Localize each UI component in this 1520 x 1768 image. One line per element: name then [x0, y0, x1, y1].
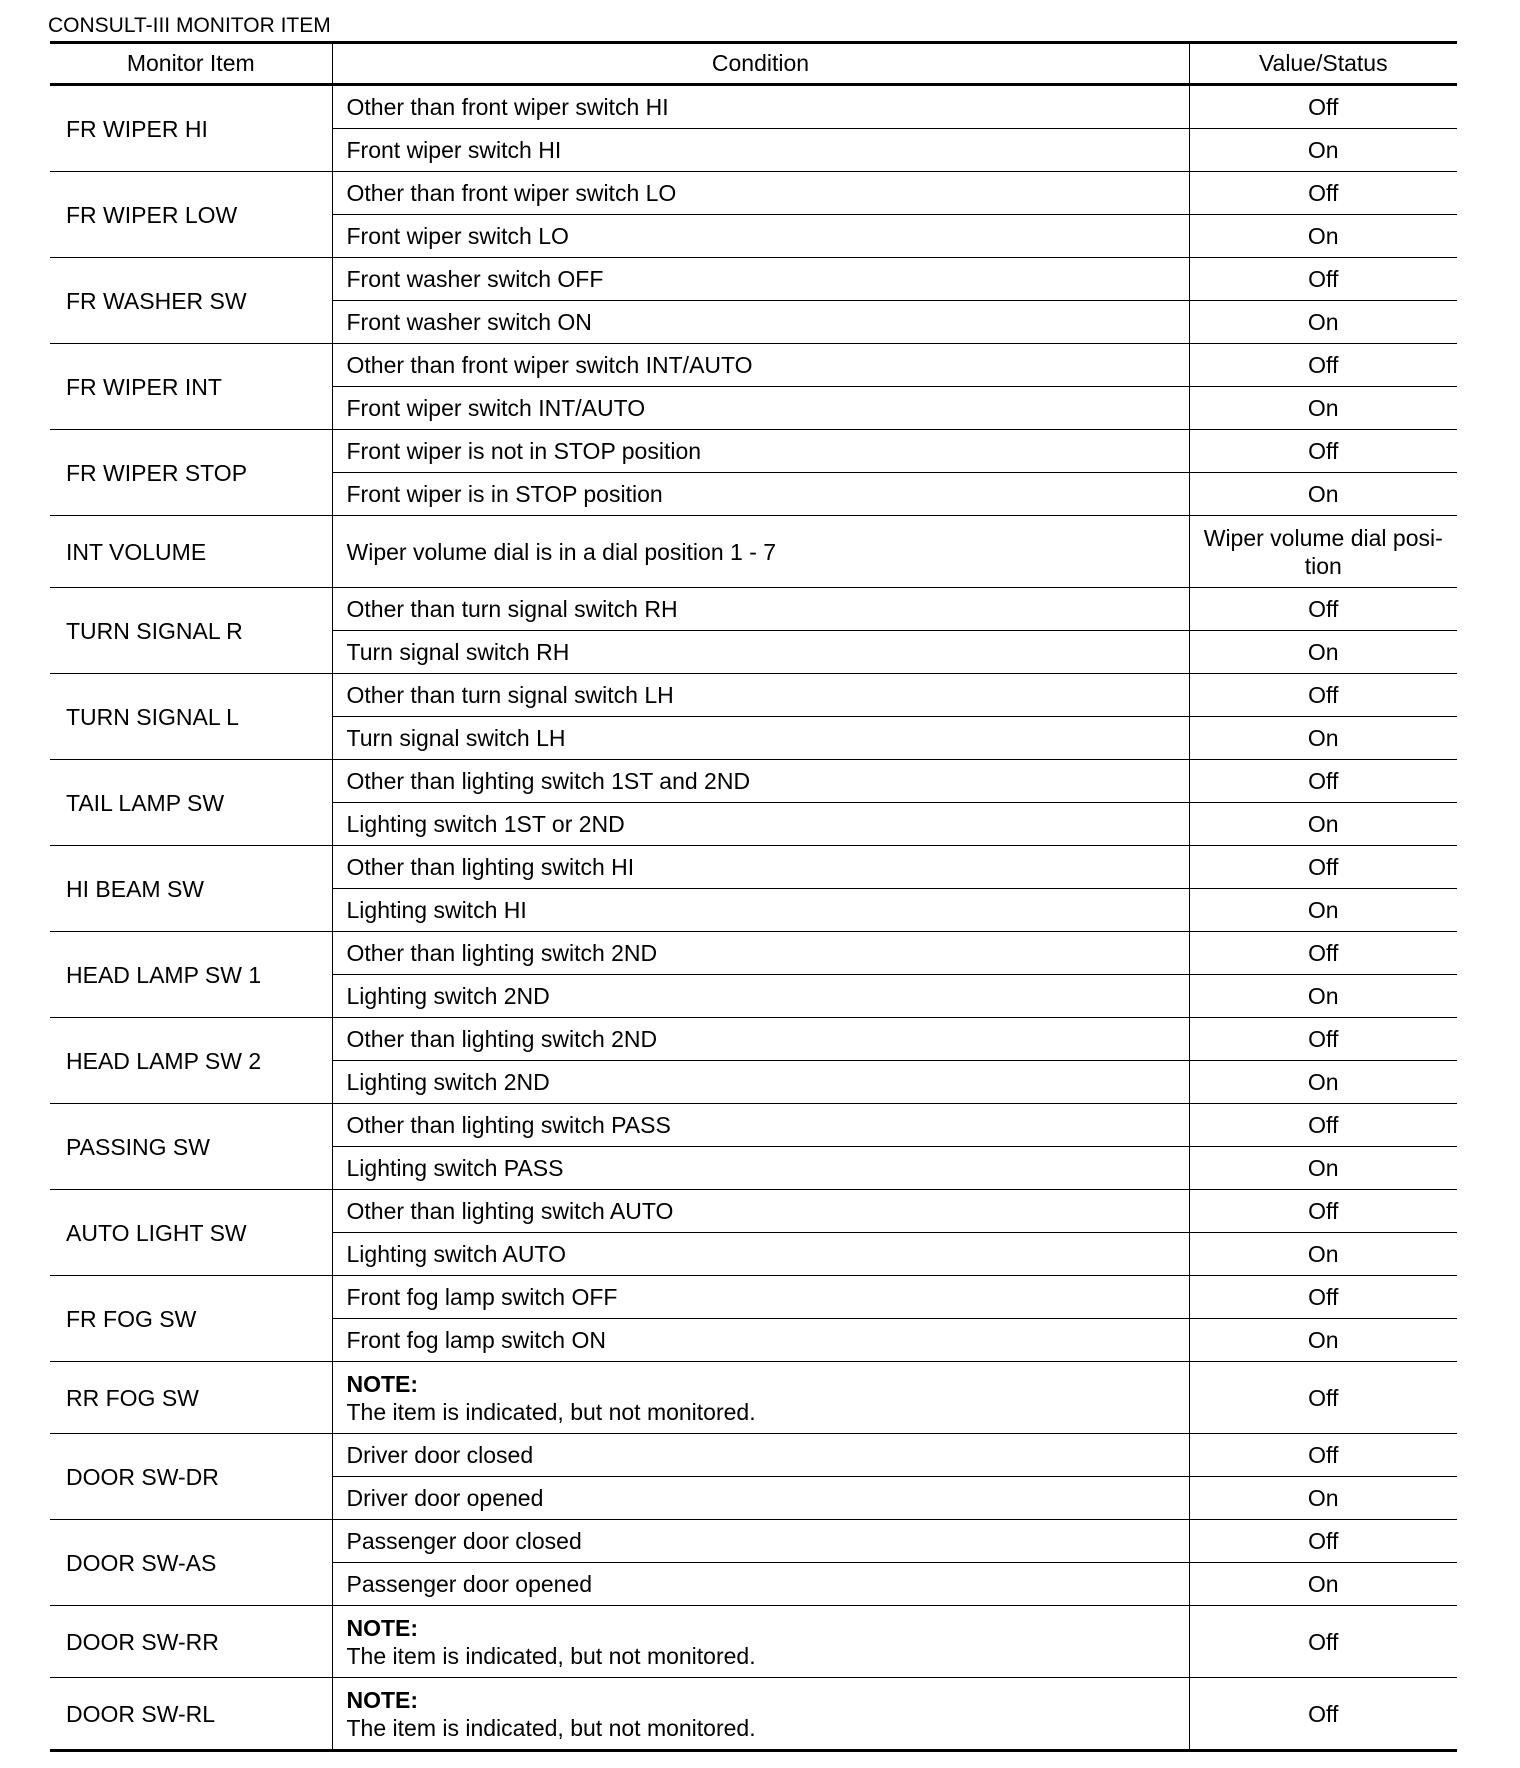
- condition-cell: Wiper volume dial is in a dial position 1 - 7: [332, 516, 1189, 588]
- condition-cell: [332, 1606, 1189, 1678]
- condition-cell: Turn signal switch RH: [332, 631, 1189, 674]
- value-status-cell: On: [1189, 1477, 1457, 1520]
- note-label: NOTE:: [346, 1370, 419, 1397]
- table-row: [50, 258, 1457, 301]
- column-header-value-status: Value/Status: [1189, 43, 1457, 85]
- value-status-cell: On: [1189, 975, 1457, 1018]
- value-status-cell: On: [1189, 631, 1457, 674]
- value-status-cell: On: [1189, 215, 1457, 258]
- value-status-cell: Off: [1189, 258, 1457, 301]
- monitor-item-cell: FR FOG SW: [50, 1276, 332, 1362]
- table-row: [50, 1434, 1457, 1477]
- value-status-cell: Off: [1189, 588, 1457, 631]
- note-label: NOTE:: [346, 1686, 419, 1713]
- condition-cell: Other than lighting switch 2ND: [332, 932, 1189, 975]
- value-status-cell: On: [1189, 1147, 1457, 1190]
- value-status-cell: Off: [1189, 1190, 1457, 1233]
- condition-cell: Other than lighting switch PASS: [332, 1104, 1189, 1147]
- note-text: The item is indicated, but not monitored.: [346, 1642, 756, 1669]
- table-body: [50, 85, 1457, 1751]
- condition-cell: Front fog lamp switch OFF: [332, 1276, 1189, 1319]
- column-header-condition: Condition: [332, 43, 1189, 85]
- condition-cell: Front wiper is in STOP position: [332, 473, 1189, 516]
- monitor-item-cell: TAIL LAMP SW: [50, 760, 332, 846]
- value-status-cell: On: [1189, 1319, 1457, 1362]
- table-row: [50, 85, 1457, 129]
- table-row: [50, 1520, 1457, 1563]
- monitor-item-cell: TURN SIGNAL R: [50, 588, 332, 674]
- value-status-cell: Off: [1189, 85, 1457, 129]
- condition-cell: Lighting switch 1ST or 2ND: [332, 803, 1189, 846]
- condition-cell: Lighting switch PASS: [332, 1147, 1189, 1190]
- condition-cell: Front wiper switch INT/AUTO: [332, 387, 1189, 430]
- table-row: [50, 674, 1457, 717]
- value-status-cell: Wiper volume dial posi-tion: [1189, 516, 1457, 588]
- value-status-cell: On: [1189, 717, 1457, 760]
- table-header-row: [50, 43, 1457, 85]
- value-status-cell: On: [1189, 129, 1457, 172]
- monitor-item-table: [50, 41, 1457, 1752]
- condition-cell: Other than turn signal switch RH: [332, 588, 1189, 631]
- value-status-cell: On: [1189, 387, 1457, 430]
- table-row: [50, 1104, 1457, 1147]
- monitor-item-cell: HI BEAM SW: [50, 846, 332, 932]
- monitor-item-cell: HEAD LAMP SW 2: [50, 1018, 332, 1104]
- table-row: [50, 1362, 1457, 1434]
- value-status-cell: On: [1189, 1563, 1457, 1606]
- condition-cell: Front fog lamp switch ON: [332, 1319, 1189, 1362]
- monitor-item-cell: FR WIPER HI: [50, 85, 332, 172]
- table-row: [50, 430, 1457, 473]
- condition-cell: Turn signal switch LH: [332, 717, 1189, 760]
- monitor-item-cell: FR WIPER STOP: [50, 430, 332, 516]
- condition-cell: Lighting switch 2ND: [332, 1061, 1189, 1104]
- monitor-item-cell: HEAD LAMP SW 1: [50, 932, 332, 1018]
- table-row: [50, 1190, 1457, 1233]
- value-status-cell: Off: [1189, 1678, 1457, 1751]
- value-status-cell: Off: [1189, 1606, 1457, 1678]
- condition-cell: Driver door closed: [332, 1434, 1189, 1477]
- value-status-cell: Off: [1189, 932, 1457, 975]
- condition-cell: Lighting switch 2ND: [332, 975, 1189, 1018]
- condition-cell: Passenger door opened: [332, 1563, 1189, 1606]
- condition-cell: Passenger door closed: [332, 1520, 1189, 1563]
- note-text: The item is indicated, but not monitored.: [346, 1398, 756, 1425]
- condition-cell: Other than turn signal switch LH: [332, 674, 1189, 717]
- condition-cell: Front washer switch OFF: [332, 258, 1189, 301]
- value-status-cell: Off: [1189, 846, 1457, 889]
- value-status-cell: On: [1189, 1233, 1457, 1276]
- value-status-cell: Off: [1189, 1276, 1457, 1319]
- condition-cell: Other than front wiper switch HI: [332, 85, 1189, 129]
- value-status-cell: Off: [1189, 1362, 1457, 1434]
- condition-cell: [332, 1362, 1189, 1434]
- condition-cell: Other than front wiper switch LO: [332, 172, 1189, 215]
- monitor-item-cell: TURN SIGNAL L: [50, 674, 332, 760]
- column-header-monitor-item: Monitor Item: [50, 43, 332, 85]
- table-row: [50, 1678, 1457, 1751]
- table-row: [50, 1606, 1457, 1678]
- condition-cell: Other than front wiper switch INT/AUTO: [332, 344, 1189, 387]
- monitor-item-cell: RR FOG SW: [50, 1362, 332, 1434]
- condition-cell: Lighting switch HI: [332, 889, 1189, 932]
- condition-cell: Front wiper switch LO: [332, 215, 1189, 258]
- value-status-cell: On: [1189, 1061, 1457, 1104]
- monitor-item-cell: AUTO LIGHT SW: [50, 1190, 332, 1276]
- value-status-cell: On: [1189, 473, 1457, 516]
- page-title: CONSULT-III MONITOR ITEM: [48, 14, 331, 37]
- condition-cell: Lighting switch AUTO: [332, 1233, 1189, 1276]
- value-status-cell: On: [1189, 301, 1457, 344]
- value-status-cell: Off: [1189, 430, 1457, 473]
- monitor-item-cell: INT VOLUME: [50, 516, 332, 588]
- value-status-cell: Off: [1189, 674, 1457, 717]
- value-status-cell: Off: [1189, 172, 1457, 215]
- value-status-cell: Off: [1189, 1434, 1457, 1477]
- value-status-cell: Off: [1189, 760, 1457, 803]
- monitor-item-cell: FR WIPER INT: [50, 344, 332, 430]
- table-row: [50, 1018, 1457, 1061]
- condition-cell: [332, 1678, 1189, 1751]
- monitor-item-cell: FR WASHER SW: [50, 258, 332, 344]
- table-row: [50, 932, 1457, 975]
- value-status-cell: Off: [1189, 1104, 1457, 1147]
- monitor-item-cell: DOOR SW-RL: [50, 1678, 332, 1751]
- table-row: [50, 516, 1457, 588]
- condition-cell: Front wiper is not in STOP position: [332, 430, 1189, 473]
- value-status-cell: Off: [1189, 1018, 1457, 1061]
- condition-cell: Front washer switch ON: [332, 301, 1189, 344]
- monitor-item-cell: PASSING SW: [50, 1104, 332, 1190]
- note-label: NOTE:: [346, 1614, 419, 1641]
- table-row: [50, 172, 1457, 215]
- value-status-cell: On: [1189, 803, 1457, 846]
- table-row: [50, 1276, 1457, 1319]
- value-status-cell: Off: [1189, 344, 1457, 387]
- table-row: [50, 588, 1457, 631]
- value-status-cell: On: [1189, 889, 1457, 932]
- condition-cell: Front wiper switch HI: [332, 129, 1189, 172]
- condition-cell: Other than lighting switch 1ST and 2ND: [332, 760, 1189, 803]
- value-status-cell: Off: [1189, 1520, 1457, 1563]
- monitor-item-cell: DOOR SW-DR: [50, 1434, 332, 1520]
- monitor-item-cell: FR WIPER LOW: [50, 172, 332, 258]
- note-text: The item is indicated, but not monitored.: [346, 1714, 756, 1741]
- table-row: [50, 760, 1457, 803]
- condition-cell: Other than lighting switch HI: [332, 846, 1189, 889]
- condition-cell: Other than lighting switch 2ND: [332, 1018, 1189, 1061]
- table-row: [50, 344, 1457, 387]
- condition-cell: Other than lighting switch AUTO: [332, 1190, 1189, 1233]
- monitor-item-cell: DOOR SW-RR: [50, 1606, 332, 1678]
- condition-cell: Driver door opened: [332, 1477, 1189, 1520]
- table-row: [50, 846, 1457, 889]
- monitor-item-cell: DOOR SW-AS: [50, 1520, 332, 1606]
